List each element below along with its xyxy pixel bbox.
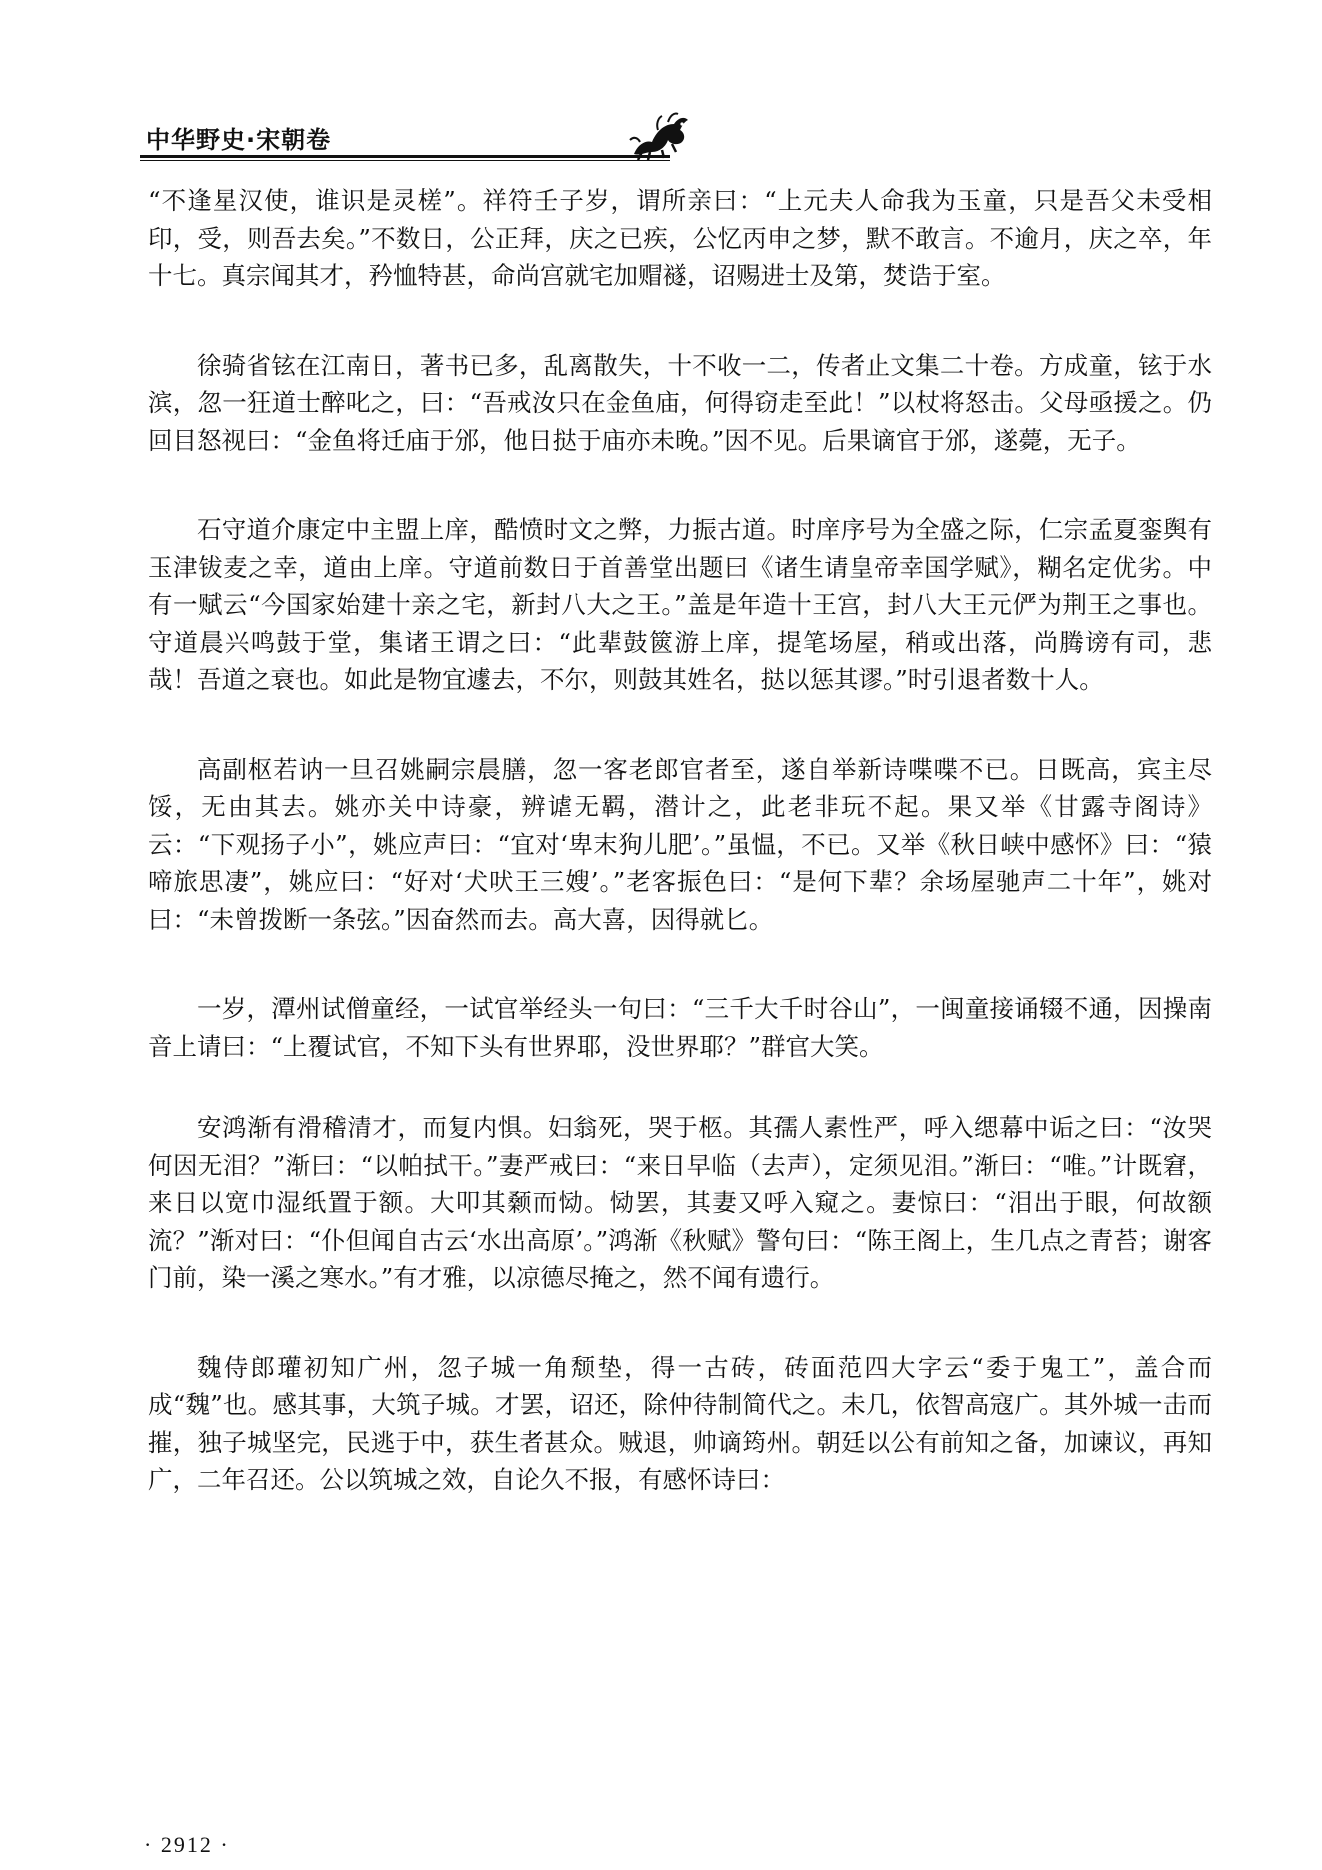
paragraph: 安鸿渐有滑稽清才，而复内惧。妇翁死，哭于柩。其孺人素性严，呼入缌幕中诟之曰：“汝哭何因无泪？”渐曰：“以帕拭干。”妻严戒曰：“来日早临（去声），定须见泪。”渐曰：“唯。”计既窘，来日以宽巾湿纸置于额。大叩其颡而恸。恸罢，其妻又呼入窥之。妻惊曰：“泪出于眼，何故额流？”渐对曰：“仆但闻自古云‘水出高原’。”鸿渐《秋赋》警句曰：“陈王阁上，生几点之青苔；谢客门前，染一溪之寒水。”有才雅，以凉德尽掩之，然不闻有遗行。 [148,1113,1212,1292]
page-number: · 2912 · [144,1832,230,1857]
running-header [140,110,1200,154]
paragraph: 徐骑省铉在江南日，著书已多，乱离散失，十不收一二，传者止文集二十卷。方成童，铉于水滨，忽一狂道士醉叱之，曰：“吾戒汝只在金鱼庙，何得窃走至此！”以杖将怒击。父母亟援之。仍回目怒视曰：“金鱼将迁庙于邠，他日挞于庙亦未晚。”因不见。后果谪官于邠，遂薨，无子。 [148,350,1212,455]
paragraph: “不逢星汉使，谁识是灵槎”。祥符壬子岁，谓所亲曰：“上元夫人命我为玉童，只是吾父未受相印，受，则吾去矣。”不数日，公正拜，庆之已疾，公忆丙申之梦，默不敢言。不逾月，庆之卒，年十七。真宗闻其才，矜恤特甚，命尚宫就宅加赗襚，诏赐进士及第，焚诰于室。 [148,186,1212,290]
paragraph: 魏侍郎瓘初知广州，忽子城一角颓垫，得一古砖，砖面范四大字云“委于鬼工”，盖合而成“魏”也。感其事，大筑子城。才罢，诏还，除仲待制简代之。未几，依智高寇广。其外城一击而摧，独子城坚完，民逃于中，获生者甚众。贼退，帅谪筠州。朝廷以公有前知之备，加谏议，再知广，二年召还。公以筑城之效，自论久不报，有感怀诗曰： [148,1352,1212,1494]
header-rule-thin [140,160,670,161]
header-rule [140,155,670,158]
paragraph: 一岁，潭州试僧童经，一试官举经头一句曰：“三千大千时谷山”，一闽童接诵辍不通，因操南音上请曰：“上覆试官，不知下头有世界耶，没世界耶？”群官大笑。 [148,994,1212,1061]
paragraph: 高副枢若讷一旦召姚嗣宗晨膳，忽一客老郎官者至，遂自举新诗喋喋不已。日既高，宾主尽馁，无由其去。姚亦关中诗豪，辨谑无羁，潜计之，此老非玩不起。果又举《甘露寺阁诗》云：“下观扬子小”，姚应声曰：“宜对‘卑末狗儿肥’。”虽愠，不已。又举《秋日峡中感怀》曰：“猿啼旅思凄”，姚应曰：“好对‘犬吠王三嫂’。”老客振色曰：“是何下辈？余场屋驰声二十年”，姚对曰：“未曾拨断一条弦。”因奋然而去。高大喜，因得就匕。 [148,754,1212,934]
body-text [148,182,1212,1551]
book-title: 中华野史·宋朝卷 [146,126,332,154]
paragraph: 石守道介康定中主盟上庠，酷愤时文之弊，力振古道。时庠序号为全盛之际，仁宗孟夏銮舆有玉津钹麦之幸，道由上庠。守道前数日于首善堂出题曰《诸生请皇帝幸国学赋》，糊名定优劣。中有一赋云“今国家始建十亲之宅，新封八大之王。”盖是年造十王宫，封八大王元俨为荆王之事也。守道晨兴鸣鼓于堂，集诸王谓之曰：“此辈鼓篋游上庠，提笔场屋，稍或出落，尚腾谤有司，悲哉！吾道之衰也。如此是物宜遽去，不尔，则鼓其姓名，挞以惩其谬。”时引退者数十人。 [148,515,1212,694]
